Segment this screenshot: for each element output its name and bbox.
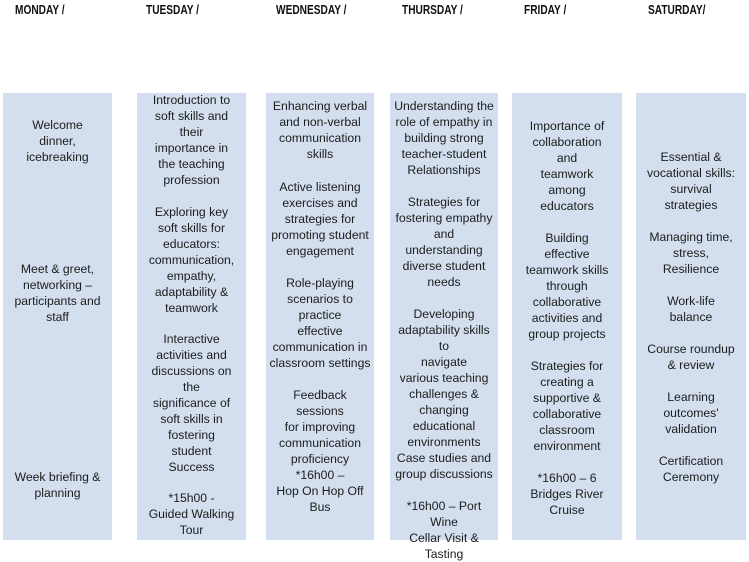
entry-role-playing: Role-playing scenarios to practice effective communication in classroom settings: [269, 276, 371, 370]
entry-feedback-sessions: Feedback sessions for improving communication proficiency: [279, 388, 361, 466]
day-header-monday: MONDAY /: [15, 2, 65, 17]
entry-collaboration-teamwork: Importance of collaboration and teamwork among educators: [529, 119, 605, 213]
entry-river-cruise: *16h00 – 6 Bridges River Cruise: [530, 471, 604, 517]
entry-exploring-soft-skills: Exploring key soft skills for educators: communication, empathy, adaptability & teamwork: [148, 205, 235, 315]
column-wednesday: [266, 93, 374, 540]
entry-developing-adaptability: Developing adaptability skills to navigate various teaching challenges & changing educational environments: [398, 307, 490, 449]
entry-case-studies: Case studies and group discussions: [395, 451, 493, 481]
column-friday: [512, 93, 622, 540]
entry-role-of-empathy: Understanding the role of empathy in building strong teacher-student Relationships: [394, 99, 494, 177]
column-monday: [3, 93, 112, 540]
entry-building-teamwork: Building effective teamwork skills through collaborative activities and group projects: [525, 231, 609, 341]
entry-managing-time: Managing time, stress, Resilience: [649, 230, 733, 276]
entry-essential-skills: Essential & vocational skills: survival strategies: [646, 150, 736, 212]
entry-port-wine-cellar: *16h00 – Port Wine Cellar Visit & Tasting: [406, 499, 482, 561]
entry-course-roundup: Course roundup & review: [647, 342, 735, 372]
column-saturday: [636, 93, 746, 540]
entry-fostering-empathy: Strategies for fostering empathy and understanding diverse student needs: [395, 195, 493, 289]
entry-active-listening: Active listening exercises and strategies for promoting student engagement: [271, 180, 369, 258]
entry-enhancing-communication: Enhancing verbal and non-verbal communication skills: [272, 99, 368, 161]
column-thursday: [390, 93, 498, 561]
day-header-tuesday: TUESDAY /: [146, 2, 199, 17]
day-header-thursday: THURSDAY /: [402, 2, 463, 17]
day-header-wednesday: WEDNESDAY /: [276, 2, 347, 17]
day-header-saturday: SATURDAY/: [648, 2, 706, 17]
entry-week-briefing: Week briefing & planning: [14, 470, 101, 500]
entry-certification-ceremony: Certification Ceremony: [658, 454, 724, 484]
entry-interactive-activities: Interactive activities and discussions on the significance of soft skills in fostering student Success: [151, 332, 232, 474]
entry-guided-walking-tour: *15h00 - Guided Walking Tour: [148, 491, 235, 537]
entry-hop-on-hop-off-bus: *16h00 – Hop On Hop Off Bus: [276, 468, 364, 514]
entry-welcome-dinner: Welcome dinner, icebreaking: [26, 118, 89, 164]
entry-learning-outcomes: Learning outcomes' validation: [663, 390, 719, 436]
day-header-friday: FRIDAY /: [524, 2, 567, 17]
entry-supportive-classroom: Strategies for creating a supportive & collaborative classroom environment: [530, 359, 604, 453]
entry-work-life-balance: Work-life balance: [667, 294, 715, 324]
entry-intro-soft-skills: Introduction to soft skills and their importance in the teaching profession: [152, 93, 231, 187]
entry-meet-greet: Meet & greet, networking – participants and staff: [14, 262, 101, 324]
column-tuesday: [137, 93, 246, 540]
